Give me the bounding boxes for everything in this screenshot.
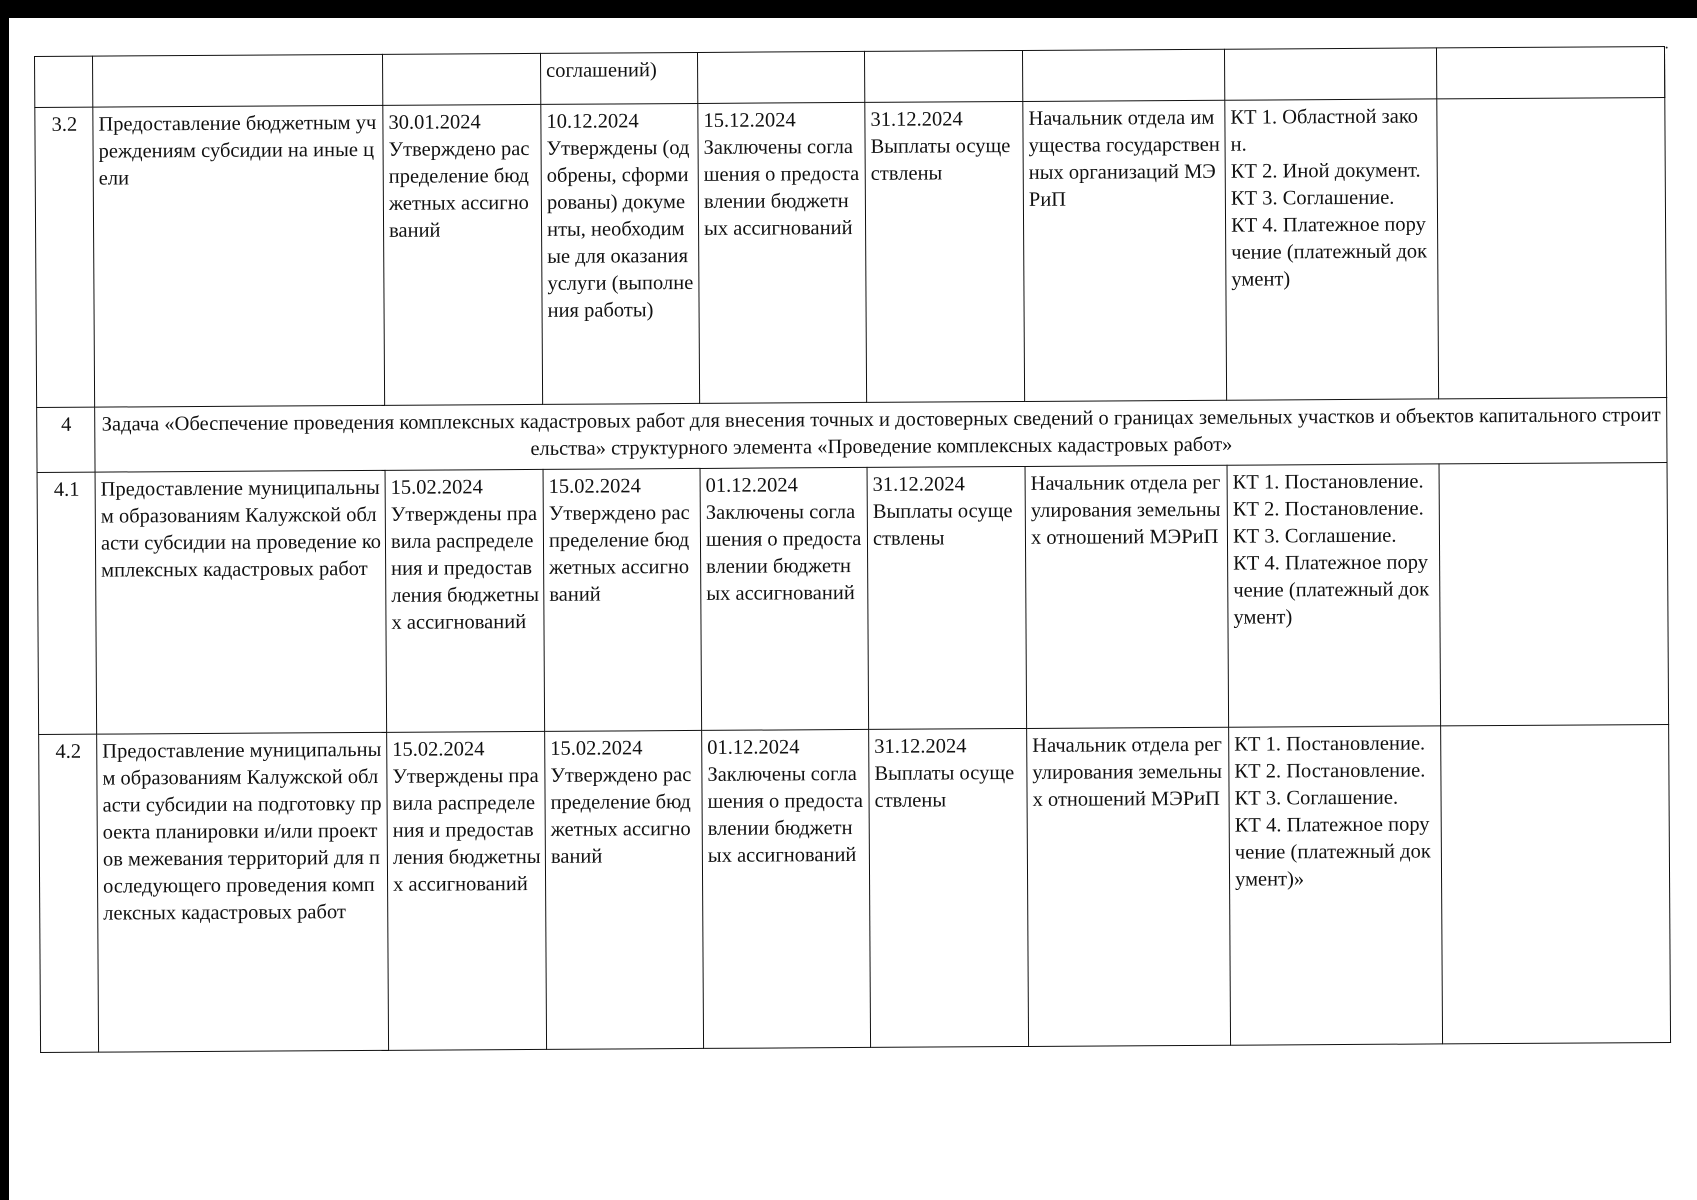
last-column-cell [1439, 463, 1669, 726]
row-number: 4.2 [39, 734, 99, 1052]
task-number: 4 [37, 407, 95, 472]
documents-list [1227, 464, 1441, 727]
responsible-person: Начальник отдела регулирования земельных отношений МЭРиП [1027, 727, 1231, 1046]
scan-top-border [0, 0, 1697, 18]
control-point-4 [869, 728, 1029, 1047]
kt4-text: Выплаты осуществлены [870, 135, 1011, 185]
responsible-person: Начальник отдела имущества государственных организаций МЭРиП [1023, 100, 1227, 401]
document-item: КТ 4. Платежное поручение (платежный документ) [1230, 213, 1428, 291]
kt2-text: Утверждено распределение бюджетных ассигнований [550, 763, 692, 868]
last-column-cell [1437, 98, 1667, 399]
task-row-4 [37, 398, 1667, 473]
event-name: Предоставление бюджетным учреждениям субсидии на иные цели [93, 105, 385, 407]
plan-table [34, 46, 1671, 1053]
document-sheet [34, 46, 1670, 1053]
control-point-4 [865, 101, 1025, 402]
control-point-2 [541, 103, 700, 404]
scan-edge-mark: · [1664, 40, 1670, 57]
kt2-date: 15.02.2024 [548, 475, 641, 498]
document-item: КТ 3. Соглашение. [1232, 524, 1397, 548]
document-item: КТ 2. Постановление. [1232, 497, 1424, 521]
document-item: КТ 1. Постановление. [1232, 470, 1424, 494]
control-point-4 [867, 466, 1027, 729]
kt4-date: 31.12.2024 [870, 108, 963, 131]
document-item: КТ 3. Соглашение. [1234, 786, 1399, 810]
event-name: Предоставление муниципальным образованиям Калужской области субсидии на подготовку проекта планировки и/или проектов межевания территорий для последующего проведения комплексных кадастровых работ [97, 732, 389, 1052]
kt3-date: 01.12.2024 [705, 474, 798, 497]
responsible-person: Начальник отдела регулирования земельных отношений МЭРиП [1025, 465, 1229, 728]
last-column-cell [1441, 725, 1671, 1044]
kt1-date: 30.01.2024 [388, 111, 481, 134]
control-point-2 [545, 730, 704, 1049]
kt2-text: Утверждено распределение бюджетных ассигнований [548, 502, 690, 606]
kt1-date: 15.02.2024 [390, 476, 483, 499]
task-description: Задача «Обеспечение проведения комплексных кадастровых работ для внесения точных и достоверных сведений о границах земельных участков и объектов капитального строительства» структурного элемента «Проведение комплексных кадастровых работ» [95, 398, 1667, 473]
kt2-date: 10.12.2024 [546, 110, 639, 133]
kt1-text: Утверждены правила распределения и предоставления бюджетных ассигнований [390, 502, 540, 634]
document-item: КТ 3. Соглашение. [1230, 186, 1395, 210]
document-item: КТ 4. Платежное поручение (платежный документ)» [1234, 813, 1431, 891]
table-row-3-2 [35, 98, 1667, 408]
cell: соглашений) [540, 52, 697, 104]
kt4-date: 31.12.2024 [874, 735, 967, 758]
kt1-date: 15.02.2024 [392, 738, 485, 761]
kt3-date: 15.12.2024 [703, 109, 796, 132]
cell [697, 51, 864, 103]
kt4-text: Выплаты осуществлены [872, 500, 1013, 550]
document-item: КТ 2. Постановление. [1234, 759, 1426, 783]
cell [864, 50, 1022, 102]
documents-list [1229, 726, 1443, 1045]
event-name: Предоставление муниципальным образованиям Калужской области субсидии на проведение комплексных кадастровых работ [95, 470, 387, 734]
document-item: КТ 1. Областной закон. [1230, 105, 1419, 156]
control-point-3 [700, 467, 869, 730]
document-item: КТ 4. Платежное поручение (платежный документ) [1233, 551, 1430, 629]
kt2-date: 15.02.2024 [550, 737, 643, 760]
control-point-1 [385, 469, 545, 732]
control-point-2 [543, 468, 702, 731]
kt1-text: Утверждено распределение бюджетных ассигнований [388, 137, 530, 242]
kt2-text: Утверждены (одобрены, сформированы) документы, необходимые для оказания услуги (выполнения работы) [546, 136, 694, 322]
document-item: КТ 1. Постановление. [1234, 732, 1426, 756]
kt3-text: Заключены соглашения о предоставлении бюджетных ассигнований [703, 135, 860, 240]
control-point-3 [698, 102, 867, 403]
scan-left-border [0, 0, 9, 1200]
kt3-date: 01.12.2024 [707, 736, 800, 759]
cell [93, 54, 383, 107]
control-point-1 [383, 104, 543, 405]
kt1-text: Утверждены правила распределения и предоставления бюджетных ассигнований [392, 764, 541, 896]
kt3-text: Заключены соглашения о предоставлении бюджетных ассигнований [707, 762, 864, 867]
control-point-1 [387, 731, 547, 1050]
kt4-text: Выплаты осуществлены [874, 762, 1015, 812]
documents-list [1225, 99, 1439, 400]
kt3-text: Заключены соглашения о предоставлении бюджетных ассигнований [705, 500, 862, 605]
row-number: 4.1 [37, 472, 97, 734]
document-item: КТ 2. Иной документ. [1230, 159, 1421, 183]
cell [35, 56, 93, 107]
kt4-date: 31.12.2024 [872, 473, 965, 496]
cell [1224, 48, 1436, 100]
table-row-4-2 [39, 725, 1671, 1053]
cell [1022, 49, 1224, 101]
row-number: 3.2 [35, 107, 95, 407]
table-row-4-1 [37, 463, 1669, 735]
cell [382, 53, 540, 105]
cell [1436, 47, 1664, 99]
control-point-3 [702, 729, 871, 1048]
